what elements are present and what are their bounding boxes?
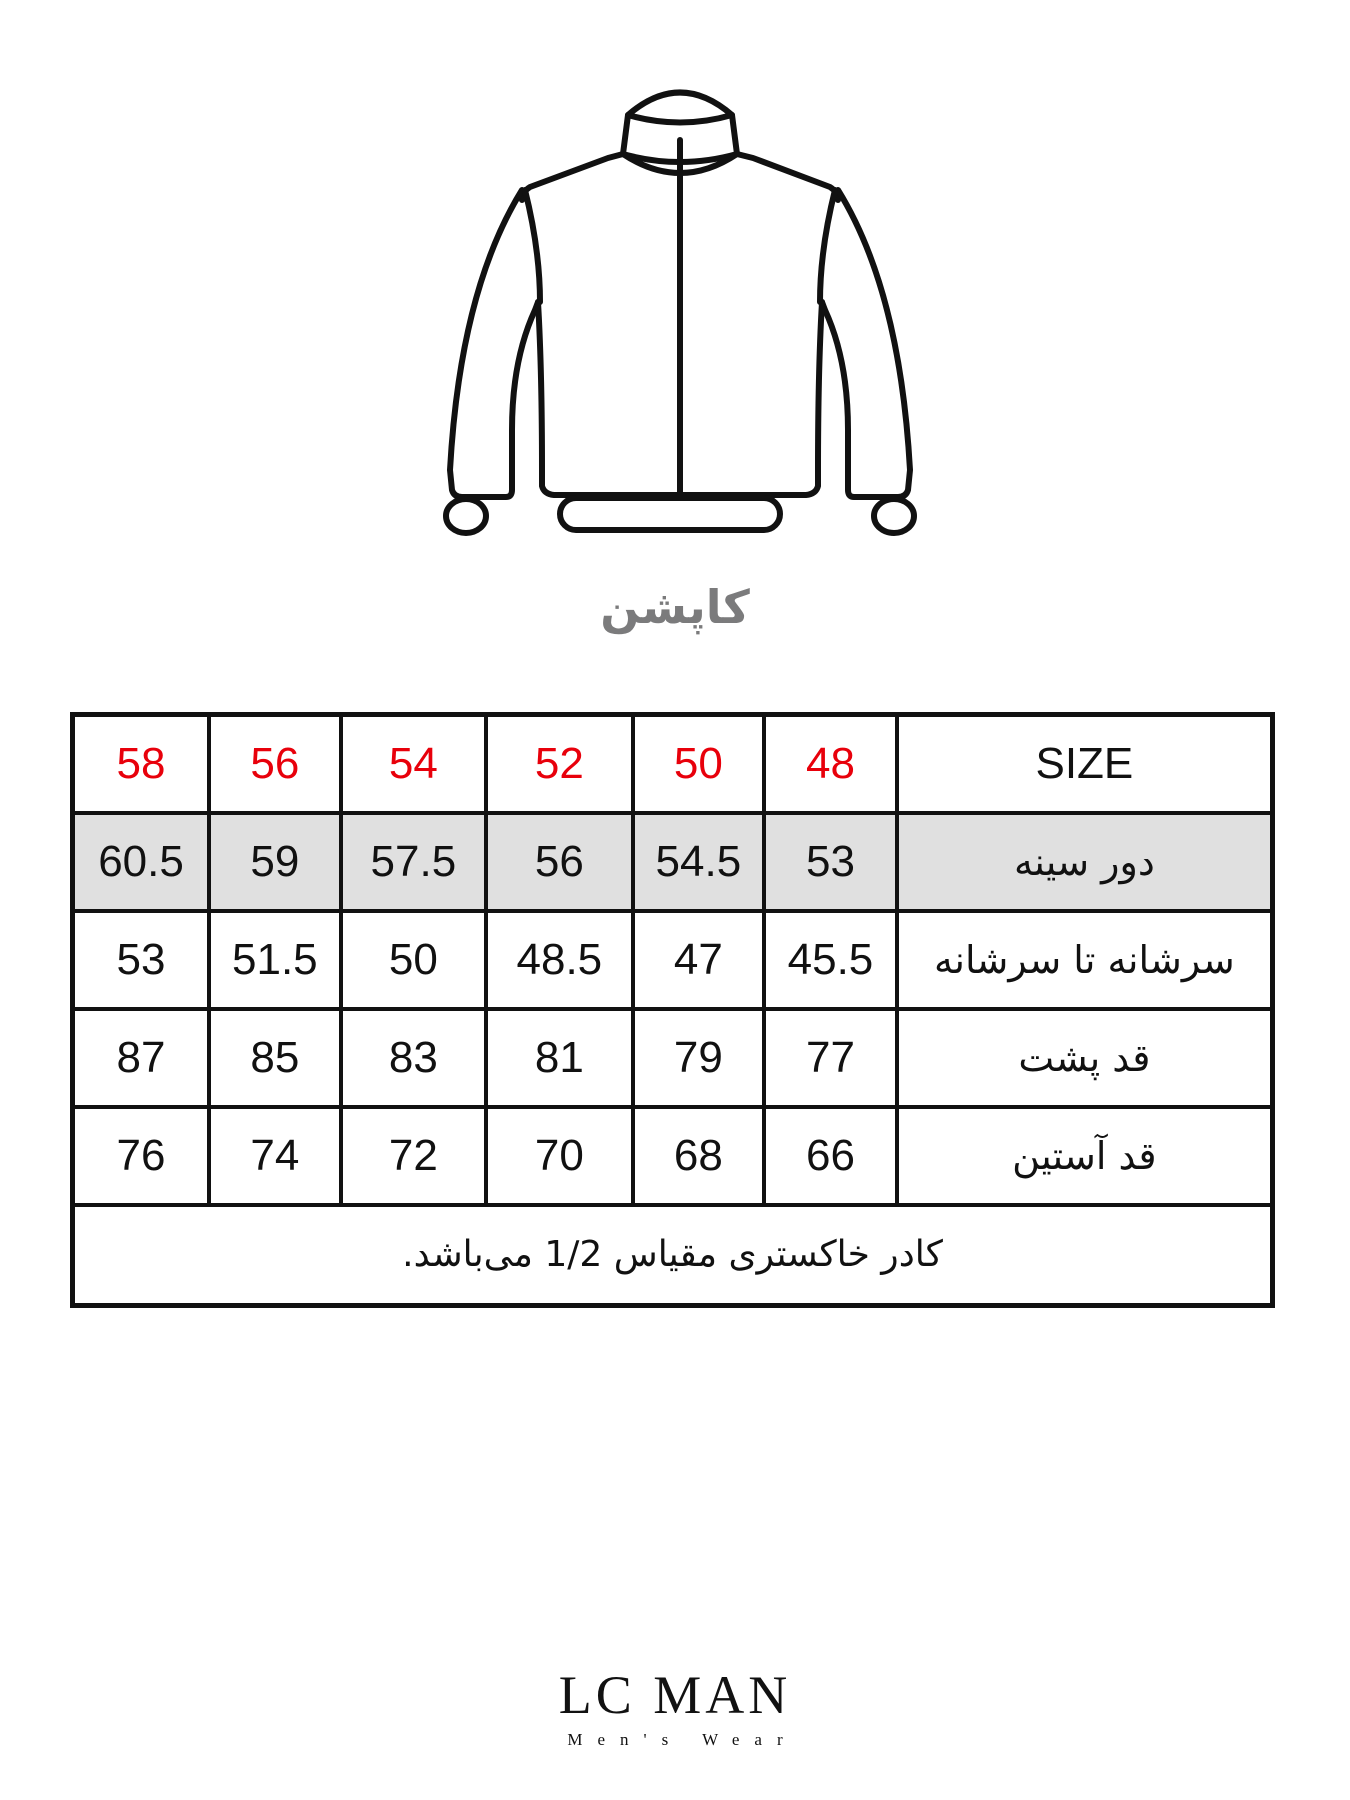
measure-cell: 79 (633, 1009, 765, 1107)
measure-cell: 72 (341, 1107, 486, 1205)
size-header-label: SIZE (897, 715, 1273, 813)
brand-tagline: Men's Wear (567, 1730, 798, 1749)
measure-cell: 74 (209, 1107, 341, 1205)
measure-cell: 51.5 (209, 911, 341, 1009)
size-cell: 56 (209, 715, 341, 813)
size-chart-table (70, 712, 1275, 1308)
jacket-outline-icon (440, 70, 920, 560)
table-row-shoulder (73, 911, 1273, 1009)
size-cell: 52 (486, 715, 632, 813)
measure-cell: 77 (764, 1009, 897, 1107)
measure-cell: 59 (209, 813, 341, 911)
measure-cell: 60.5 (73, 813, 210, 911)
measure-cell: 53 (73, 911, 210, 1009)
size-cell: 58 (73, 715, 210, 813)
measure-cell: 50 (341, 911, 486, 1009)
measure-cell: 85 (209, 1009, 341, 1107)
measure-cell: 76 (73, 1107, 210, 1205)
row-label: قد آستین (897, 1107, 1273, 1205)
table-row-back-length (73, 1009, 1273, 1107)
row-label: سرشانه تا سرشانه (897, 911, 1273, 1009)
size-cell: 48 (764, 715, 897, 813)
measure-cell: 87 (73, 1009, 210, 1107)
measure-cell: 83 (341, 1009, 486, 1107)
measure-cell: 81 (486, 1009, 632, 1107)
size-header-row (73, 715, 1273, 813)
measure-cell: 66 (764, 1107, 897, 1205)
scale-note: کادر خاکستری مقیاس 1/2 می‌باشد. (73, 1205, 1273, 1306)
row-label: قد پشت (897, 1009, 1273, 1107)
table-row-sleeve-length (73, 1107, 1273, 1205)
table-row-chest (73, 813, 1273, 911)
measure-cell: 47 (633, 911, 765, 1009)
row-label: دور سینه (897, 813, 1273, 911)
table-note-row (73, 1205, 1273, 1306)
brand-logo (0, 1665, 1350, 1750)
measure-cell: 54.5 (633, 813, 765, 911)
measure-cell: 45.5 (764, 911, 897, 1009)
size-cell: 50 (633, 715, 765, 813)
measure-cell: 57.5 (341, 813, 486, 911)
size-cell: 54 (341, 715, 486, 813)
measure-cell: 70 (486, 1107, 632, 1205)
measure-cell: 48.5 (486, 911, 632, 1009)
measure-cell: 56 (486, 813, 632, 911)
product-title: کاپشن (600, 580, 750, 634)
measure-cell: 53 (764, 813, 897, 911)
brand-name: LC MAN (558, 1665, 792, 1725)
measure-cell: 68 (633, 1107, 765, 1205)
